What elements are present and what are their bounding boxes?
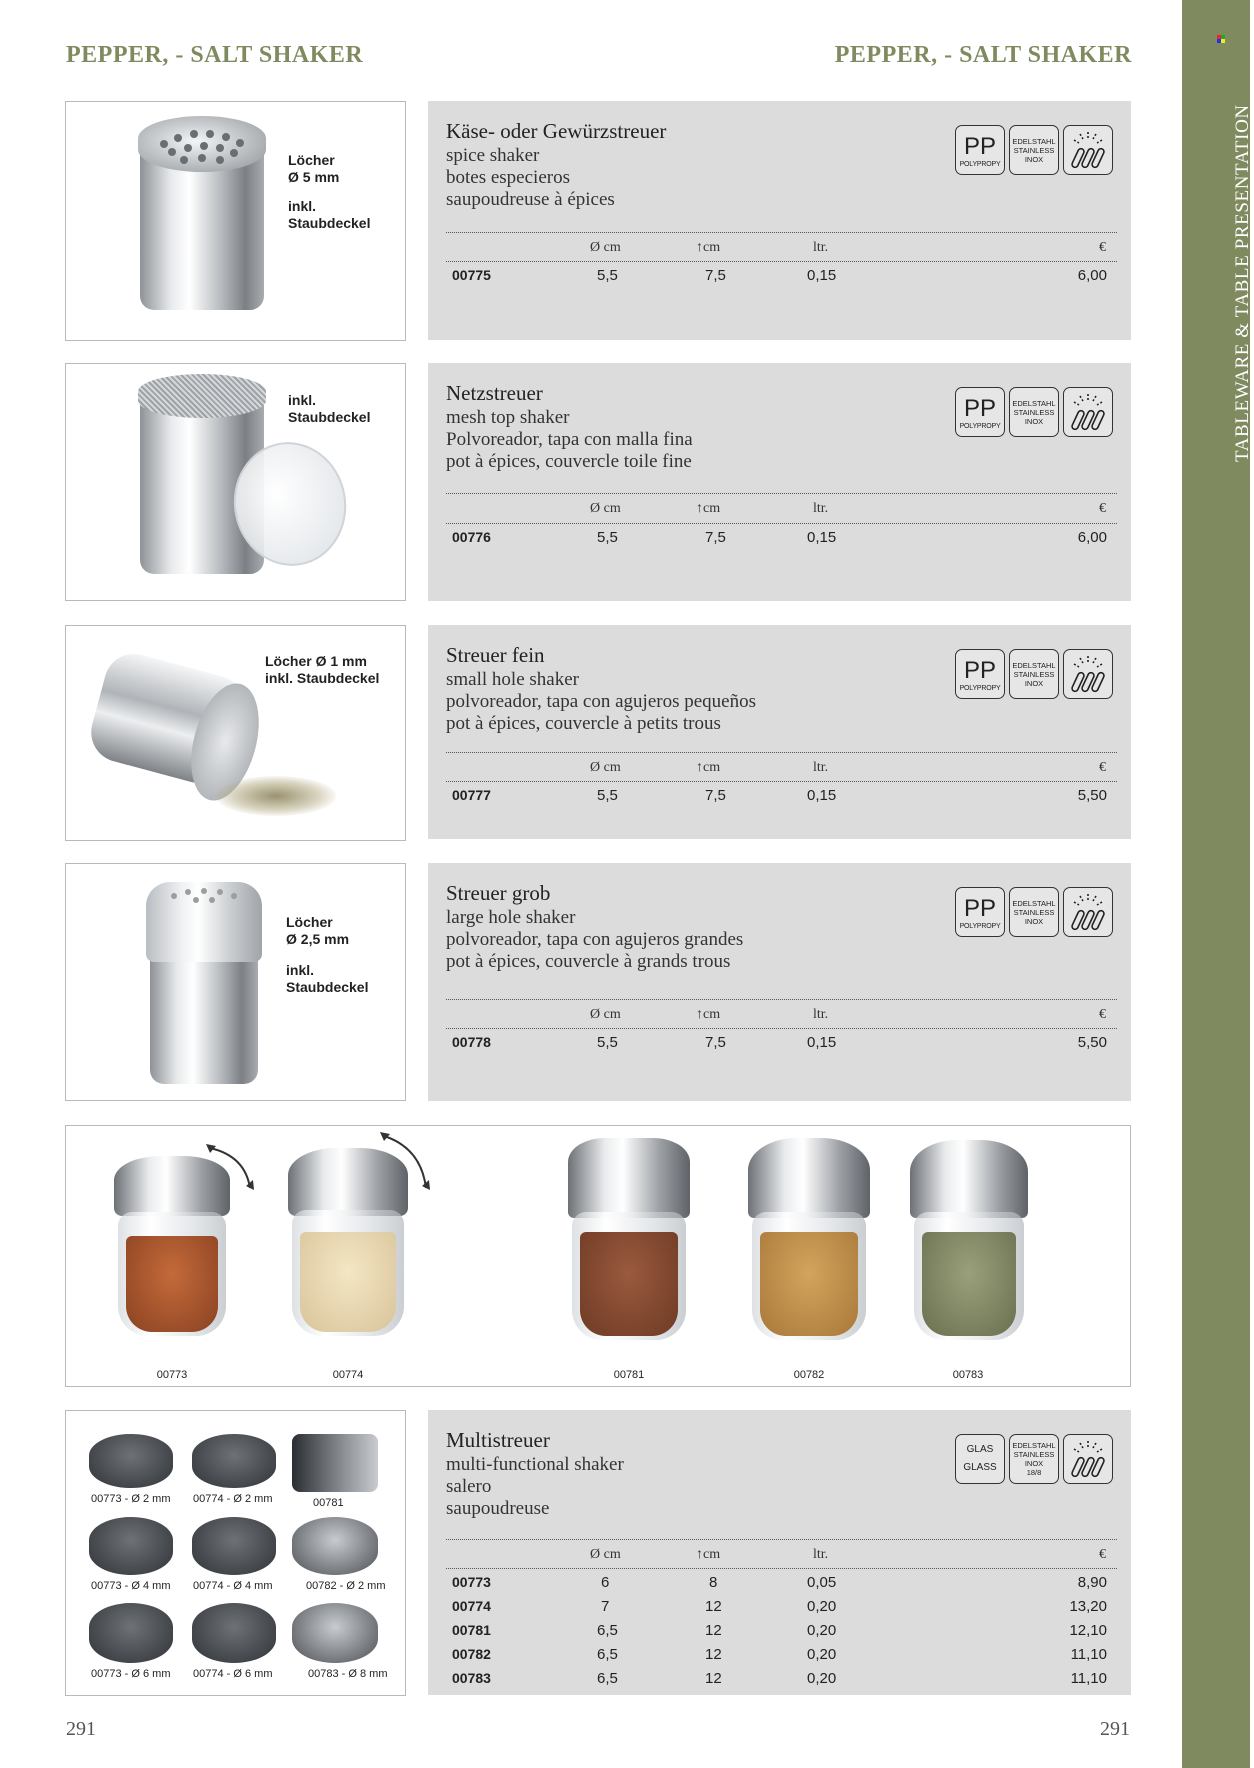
image-label-line: Löcher [286, 914, 333, 930]
up-arrow-icon: ↑ [696, 240, 703, 255]
glass-badge [955, 1434, 1005, 1484]
col-header-diameter: Ø cm [590, 240, 621, 255]
glass-badge-line: GLASS [963, 1462, 997, 1473]
material-badges [955, 387, 1113, 437]
ss-badge-line: STAINLESS [1013, 669, 1055, 679]
row-volume: 0,20 [807, 1598, 837, 1615]
thumb-caption: 00773 - Ø 2 mm [91, 1493, 171, 1505]
holes-pattern-icon [144, 120, 262, 168]
col-header-volume: ltr. [813, 240, 829, 255]
dishwasher-icon [1063, 387, 1113, 437]
thumb-caption: 00774 - Ø 4 mm [193, 1580, 273, 1592]
row-code: 00781 [452, 1622, 491, 1638]
up-arrow-icon: ↑ [696, 1547, 703, 1562]
col-header-height [696, 760, 720, 776]
row-diameter: 5,5 [597, 267, 618, 284]
gallery-caption: 00782 [793, 1369, 825, 1381]
shaker-gallery [65, 1125, 1131, 1387]
thumb-caption: 00782 - Ø 2 mm [306, 1580, 386, 1592]
product-name-fr: pot à épices, couvercle à grands trous [446, 951, 731, 972]
col-header-height [696, 501, 720, 517]
row-volume: 0,05 [807, 1574, 837, 1591]
ss-badge-line: EDELSTAHL [1012, 1441, 1056, 1450]
ss-badge-line: INOX [1024, 1459, 1044, 1468]
gallery-item-00783 [908, 1140, 1030, 1344]
row-volume: 0,20 [807, 1646, 837, 1663]
gallery-item-00782 [746, 1138, 872, 1344]
ss-badge-line: STAINLESS [1013, 145, 1055, 155]
pp-badge-sublabel: POLYPROPY [959, 684, 1001, 692]
product-name-de: Multistreuer [446, 1428, 550, 1452]
col-header-volume: ltr. [813, 1007, 829, 1022]
thumb-lid-icon [292, 1517, 378, 1575]
row-diameter: 6,5 [597, 1622, 618, 1639]
dishwasher-icon [1063, 1434, 1113, 1484]
row-price: 6,00 [1077, 267, 1107, 284]
product-name-es: salero [446, 1476, 492, 1497]
col-header-diameter: Ø cm [590, 501, 621, 516]
row-code: 00773 [452, 1574, 491, 1590]
col-header-height-label: cm [703, 1007, 721, 1022]
row-code: 00782 [452, 1646, 491, 1662]
pp-badge-label: PP [963, 132, 996, 160]
polypropylene-badge [955, 649, 1005, 699]
row-height: 7,5 [705, 267, 726, 284]
product-name-es: botes especieros [446, 167, 570, 188]
row-height: 12 [705, 1598, 722, 1615]
product-image-00775 [65, 101, 406, 341]
product-info-00776 [428, 363, 1131, 601]
pp-badge-sublabel: POLYPROPY [959, 422, 1001, 430]
up-arrow-icon: ↑ [696, 760, 703, 775]
rotate-arrow-icon [376, 1128, 436, 1198]
pp-badge-sublabel: POLYPROPY [959, 922, 1001, 930]
stainless-steel-badge [1009, 649, 1059, 699]
product-name-es: polvoreador, tapa con agujeros grandes [446, 929, 744, 950]
gallery-caption: 00774 [332, 1369, 364, 1381]
ss-badge-line: INOX [1024, 916, 1044, 926]
image-label-line: Ø 2,5 mm [286, 931, 350, 947]
row-code: 00783 [452, 1670, 491, 1686]
ss-badge-line: EDELSTAHL [1012, 660, 1056, 670]
image-label-line: Staubdeckel [288, 215, 371, 231]
image-label-line: Staubdeckel [288, 409, 371, 425]
product-image-00778 [65, 863, 406, 1101]
row-diameter: 6,5 [597, 1670, 618, 1687]
ss-badge-line: EDELSTAHL [1012, 136, 1056, 146]
material-badges [955, 125, 1113, 175]
row-code: 00776 [452, 529, 491, 545]
row-price: 8,90 [1077, 1574, 1107, 1591]
row-diameter: 6 [601, 1574, 610, 1591]
polypropylene-badge [955, 887, 1005, 937]
gallery-caption: 00783 [952, 1369, 984, 1381]
thumb-caption: 00781 [313, 1497, 344, 1509]
up-arrow-icon: ↑ [696, 501, 703, 516]
ss-badge-line: STAINLESS [1013, 1450, 1055, 1459]
holes-pattern-icon [158, 884, 250, 908]
pp-badge-label: PP [963, 656, 996, 684]
ss-badge-line: INOX [1024, 154, 1044, 164]
dishwasher-icon [1063, 649, 1113, 699]
col-header-height-label: cm [703, 240, 721, 255]
row-diameter: 7 [601, 1598, 610, 1615]
row-price: 5,50 [1077, 1034, 1107, 1051]
ss-badge-line: INOX [1024, 416, 1044, 426]
row-height: 12 [705, 1670, 722, 1687]
dishwasher-icon [1063, 125, 1113, 175]
product-name-es: Polvoreador, tapa con malla fina [446, 429, 693, 450]
product-name-fr: pot à épices, couvercle à petits trous [446, 713, 721, 734]
ss-badge-line: INOX [1024, 678, 1044, 688]
product-name-en: mesh top shaker [446, 407, 570, 428]
row-volume: 0,15 [807, 1034, 837, 1051]
thumb-lid-icon [89, 1603, 173, 1663]
col-header-price: € [1099, 760, 1106, 775]
thumb-caption: 00774 - Ø 6 mm [193, 1668, 273, 1680]
product-name-en: multi-functional shaker [446, 1454, 624, 1475]
stainless-steel-badge [1009, 887, 1059, 937]
stainless-steel-badge [1009, 387, 1059, 437]
col-header-height [696, 1547, 720, 1563]
ss-badge-line: EDELSTAHL [1012, 898, 1056, 908]
col-header-diameter: Ø cm [590, 1547, 621, 1562]
row-height: 7,5 [705, 1034, 726, 1051]
row-price: 6,00 [1077, 529, 1107, 546]
col-header-height [696, 1007, 720, 1023]
row-volume: 0,15 [807, 529, 837, 546]
product-name-fr: saupoudreuse à épices [446, 189, 615, 210]
product-name-en: spice shaker [446, 145, 540, 166]
row-price: 11,10 [1070, 1646, 1107, 1663]
ss-badge-line: 18/8 [1026, 1468, 1042, 1477]
product-info-multi [428, 1410, 1131, 1695]
ss-badge-line: STAINLESS [1013, 907, 1055, 917]
product-info-00778 [428, 863, 1131, 1101]
stainless-steel-badge [1009, 1434, 1059, 1484]
page-number-right: 291 [1100, 1718, 1130, 1740]
thumb-lid-icon [192, 1603, 276, 1663]
image-label-line: Löcher Ø 1 mm [265, 653, 367, 669]
col-header-price: € [1099, 501, 1106, 516]
col-header-diameter: Ø cm [590, 1007, 621, 1022]
polypropylene-badge [955, 125, 1005, 175]
material-badges [955, 649, 1113, 699]
row-price: 11,10 [1070, 1670, 1107, 1687]
row-height: 7,5 [705, 529, 726, 546]
row-code: 00777 [452, 787, 491, 803]
gallery-caption: 00773 [156, 1369, 188, 1381]
product-image-00776 [65, 363, 406, 601]
product-name-de: Streuer fein [446, 643, 545, 667]
product-name-fr: pot à épices, couvercle toile fine [446, 451, 692, 472]
row-diameter: 6,5 [597, 1646, 618, 1663]
product-info-00775 [428, 101, 1131, 340]
thumb-caption: 00783 - Ø 8 mm [308, 1668, 388, 1680]
row-volume: 0,15 [807, 267, 837, 284]
thumb-lid-icon [292, 1434, 378, 1492]
col-header-volume: ltr. [813, 501, 829, 516]
col-header-diameter: Ø cm [590, 760, 621, 775]
mesh-lid-icon [138, 374, 266, 418]
col-header-volume: ltr. [813, 1547, 829, 1562]
sidebar-label: TABLEWARE & TABLE PRESENTATION [1232, 104, 1253, 462]
row-height: 12 [705, 1622, 722, 1639]
gallery-caption: 00781 [613, 1369, 645, 1381]
row-price: 5,50 [1077, 787, 1107, 804]
page-title-left: PEPPER, - SALT SHAKER [66, 42, 364, 68]
row-volume: 0,20 [807, 1670, 837, 1687]
image-label-line: Löcher [288, 152, 335, 168]
row-volume: 0,15 [807, 787, 837, 804]
rotate-arrow-icon [200, 1138, 260, 1198]
thumb-lid-icon [192, 1517, 276, 1575]
product-name-de: Netzstreuer [446, 381, 543, 405]
page-title-right: PEPPER, - SALT SHAKER [834, 42, 1132, 68]
registration-mark-icon [1217, 35, 1227, 43]
row-volume: 0,20 [807, 1622, 837, 1639]
up-arrow-icon: ↑ [696, 1007, 703, 1022]
thumb-caption: 00773 - Ø 6 mm [91, 1668, 171, 1680]
pp-badge-label: PP [963, 894, 996, 922]
pp-badge-sublabel: POLYPROPY [959, 160, 1001, 168]
material-badges [955, 1434, 1113, 1484]
image-label-line: inkl. [286, 962, 315, 978]
product-name-en: small hole shaker [446, 669, 579, 690]
thumb-caption: 00774 - Ø 2 mm [193, 1493, 273, 1505]
product-info-00777 [428, 625, 1131, 839]
row-price: 12,10 [1069, 1622, 1107, 1639]
row-code: 00775 [452, 267, 491, 283]
image-label-line: inkl. [288, 198, 317, 214]
col-header-price: € [1099, 240, 1106, 255]
product-name-es: polvoreador, tapa con agujeros pequeños [446, 691, 756, 712]
thumb-lid-icon [192, 1434, 276, 1488]
product-name-de: Käse- oder Gewürzstreuer [446, 119, 667, 143]
row-code: 00778 [452, 1034, 491, 1050]
row-diameter: 5,5 [597, 1034, 618, 1051]
thumb-lid-icon [89, 1434, 173, 1488]
row-height: 7,5 [705, 787, 726, 804]
product-name-fr: saupoudreuse [446, 1498, 550, 1519]
glass-badge-line: GLAS [966, 1444, 994, 1455]
dishwasher-icon [1063, 887, 1113, 937]
pp-badge-label: PP [963, 394, 996, 422]
image-label-line: Staubdeckel [286, 979, 369, 995]
row-price: 13,20 [1069, 1598, 1107, 1615]
material-badges [955, 887, 1113, 937]
product-name-de: Streuer grob [446, 881, 551, 905]
row-height: 12 [705, 1646, 722, 1663]
thumb-caption: 00773 - Ø 4 mm [91, 1580, 171, 1592]
product-image-00777 [65, 625, 406, 841]
image-label-line: inkl. Staubdeckel [265, 670, 380, 686]
thumb-lid-icon [89, 1517, 173, 1575]
multi-thumbnails [65, 1410, 406, 1696]
col-header-price: € [1099, 1007, 1106, 1022]
row-diameter: 5,5 [597, 529, 618, 546]
col-header-height-label: cm [703, 1547, 721, 1562]
col-header-height [696, 240, 720, 256]
ss-badge-line: EDELSTAHL [1012, 398, 1056, 408]
product-name-en: large hole shaker [446, 907, 576, 928]
col-header-volume: ltr. [813, 760, 829, 775]
ss-badge-line: STAINLESS [1013, 407, 1055, 417]
polypropylene-badge [955, 387, 1005, 437]
row-diameter: 5,5 [597, 787, 618, 804]
thumb-lid-icon [292, 1603, 378, 1663]
col-header-price: € [1099, 1547, 1106, 1562]
ground-pepper-icon [216, 776, 336, 816]
row-code: 00774 [452, 1598, 491, 1614]
col-header-height-label: cm [703, 760, 721, 775]
image-label-line: Ø 5 mm [288, 169, 340, 185]
stainless-steel-badge [1009, 125, 1059, 175]
image-label-line: inkl. [288, 392, 317, 408]
row-height: 8 [709, 1574, 718, 1591]
page-number-left: 291 [66, 1718, 96, 1740]
gallery-item-00781 [566, 1138, 692, 1344]
col-header-height-label: cm [703, 501, 721, 516]
